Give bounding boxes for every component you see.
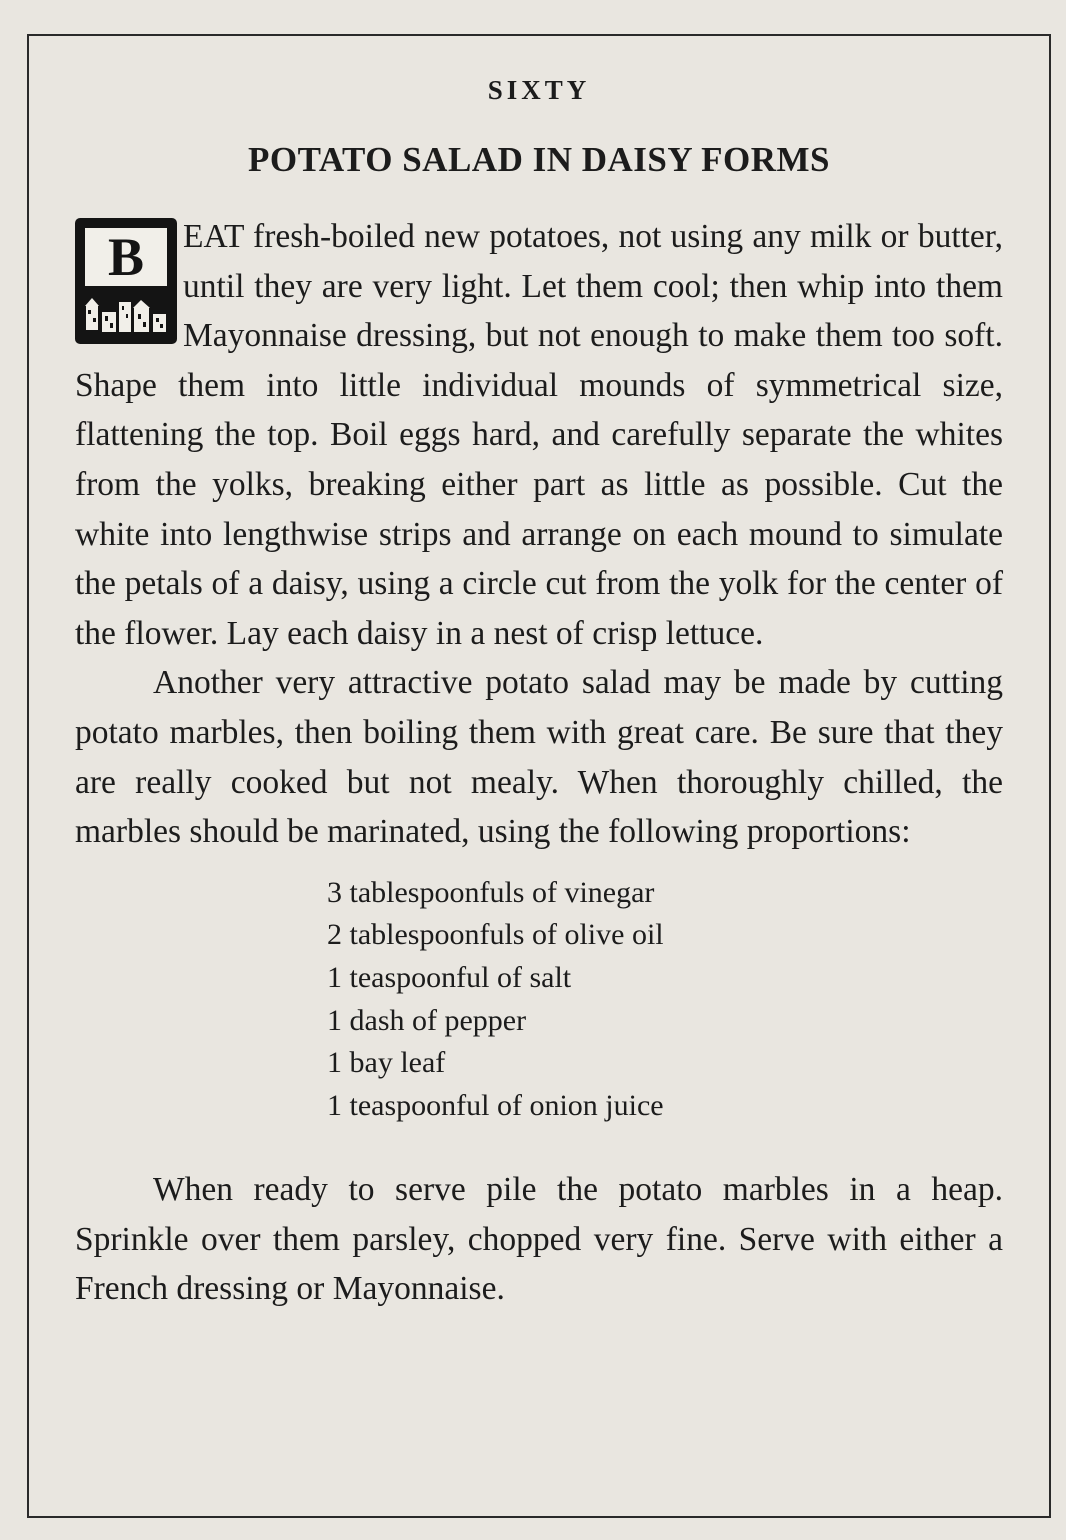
paragraph-intro: [75, 212, 1003, 658]
drop-cap-letter: B: [83, 226, 169, 288]
page-content: [75, 70, 1003, 1314]
ingredient-item: 1 teaspoonful of salt: [327, 960, 572, 994]
ingredient-item: 3 tablespoonfuls of vinegar: [327, 875, 655, 909]
drop-cap-village-icon: [83, 292, 169, 336]
recipe-title: POTATO SALAD IN DAISY FORMS: [248, 140, 830, 179]
ingredient-item: 1 dash of pepper: [327, 1003, 527, 1037]
ingredient-list: [327, 872, 1003, 1128]
ingredient-item: 1 teaspoonful of onion juice: [327, 1088, 664, 1122]
ingredient-item: 1 bay leaf: [327, 1046, 446, 1080]
paragraph-marbles: Another very attractive potato salad may be made by cutting potato marbles, then boiling them with great care. Be sure that they are really cooked but not mealy. When thoroughly chilled, the marbles should be marinated, using the following proportions:: [75, 664, 1003, 851]
paragraph-serving: When ready to serve pile the potato marbles in a heap. Sprinkle over them parsley, chopped very fine. Serve with either a French dressing or Mayonnaise.: [75, 1171, 1003, 1308]
paragraph-intro-text: EAT fresh-boiled new potatoes, not using any milk or butter, until they are very light. Let them cool; then whip into them Mayonnaise dressing, but not enough to make them too soft. Shape them into little individual mounds of symmetrical size, flattening the top. Boil eggs hard, and carefully separate the whites from the yolks, breaking either part as little as possible. Cut the white into lengthwise strips and arrange on each mound to simulate the petals of a daisy, using a circle cut from the yolk for the center of the flower. Lay each daisy in a nest of crisp lettuce.: [75, 218, 1003, 652]
page-number: SIXTY: [487, 75, 591, 105]
ingredient-item: 2 tablespoonfuls of olive oil: [327, 918, 664, 952]
drop-cap: [75, 218, 179, 348]
